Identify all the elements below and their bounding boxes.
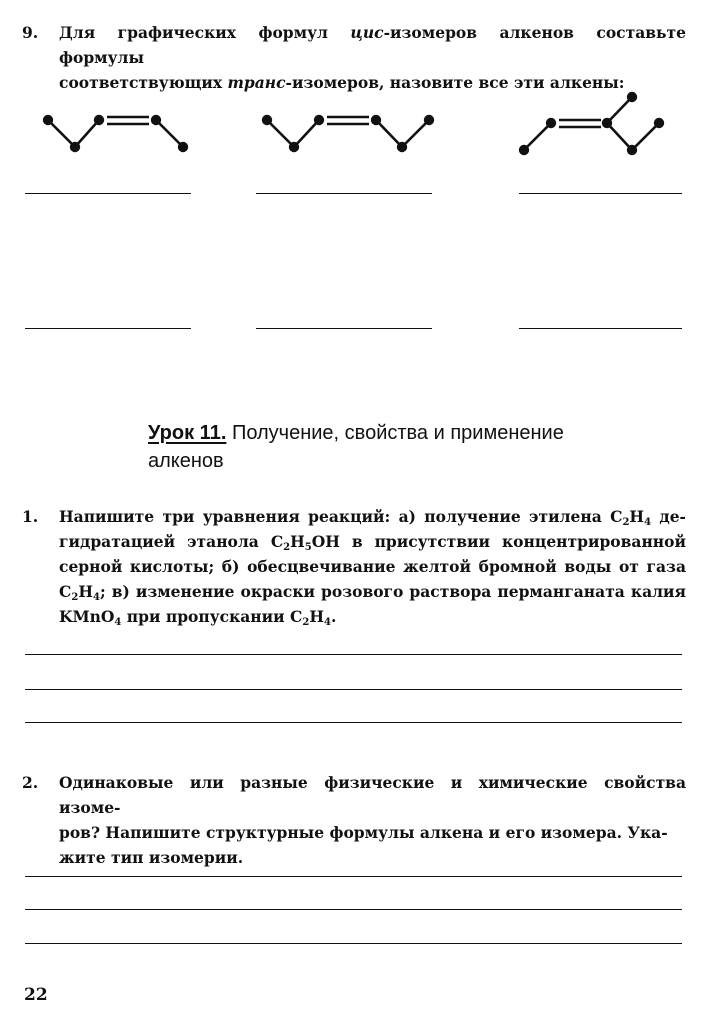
answer-line[interactable] [25, 193, 191, 194]
molecule-1 [38, 110, 198, 160]
lesson-title-line2: алкенов [148, 450, 224, 472]
answer-line[interactable] [25, 909, 682, 910]
page-number: 22 [24, 985, 48, 1005]
answer-line[interactable] [256, 328, 432, 329]
lesson-heading [148, 419, 668, 475]
task-1-number: 1. [22, 507, 39, 526]
answer-line[interactable] [25, 328, 191, 329]
formula-ethylene: $C_2H_4$ [290, 607, 331, 628]
task-9-number: 9. [22, 23, 39, 42]
molecule-3 [513, 84, 678, 164]
answer-line[interactable] [519, 193, 682, 194]
lesson-title-line1: Получение, свойства и применение [226, 422, 564, 444]
answer-line[interactable] [25, 689, 682, 690]
answer-line[interactable] [256, 193, 432, 194]
task-1-text: Напишите три уравнения реакций: а) получение этилена $C_2H_4$ де- гидратацией этанола $C_2H_5OH$ в присутствии концентрированной серной кислоты; б) обесцвечивание желтой бромной воды от газа $C_2H_4$; в) изменение окраски розового раствора перманганата калия KMnO$_4$ при пропускании $C_2H_4$. [59, 507, 686, 628]
formula-permanganate: KMnO$_4$ [59, 607, 122, 628]
task-1 [22, 504, 686, 629]
answer-line[interactable] [25, 943, 682, 944]
answer-line[interactable] [25, 722, 682, 723]
task-2 [22, 770, 686, 870]
answer-line[interactable] [25, 876, 682, 877]
task-2-number: 2. [22, 773, 39, 792]
answer-line[interactable] [519, 328, 682, 329]
task-9-text: Для графических формул цис-изомеров алкенов составьте формулы соответствующих транс-изомеров, назовите все эти алкены: [59, 23, 686, 92]
task-2-text: Одинаковые или разные физические и химические свойства изоме- ров? Напишите структурные формулы алкена и его изомера. Ука- жите тип изомерии. [59, 773, 686, 867]
molecule-2 [257, 110, 442, 160]
formula-ethylene: $C_2H_4$ [59, 582, 100, 603]
formula-ethylene: $C_2H_4$ [610, 507, 652, 528]
formula-ethanol: $C_2H_5OH$ [270, 532, 340, 553]
lesson-label: Урок 11. [148, 422, 227, 444]
answer-line[interactable] [25, 654, 682, 655]
